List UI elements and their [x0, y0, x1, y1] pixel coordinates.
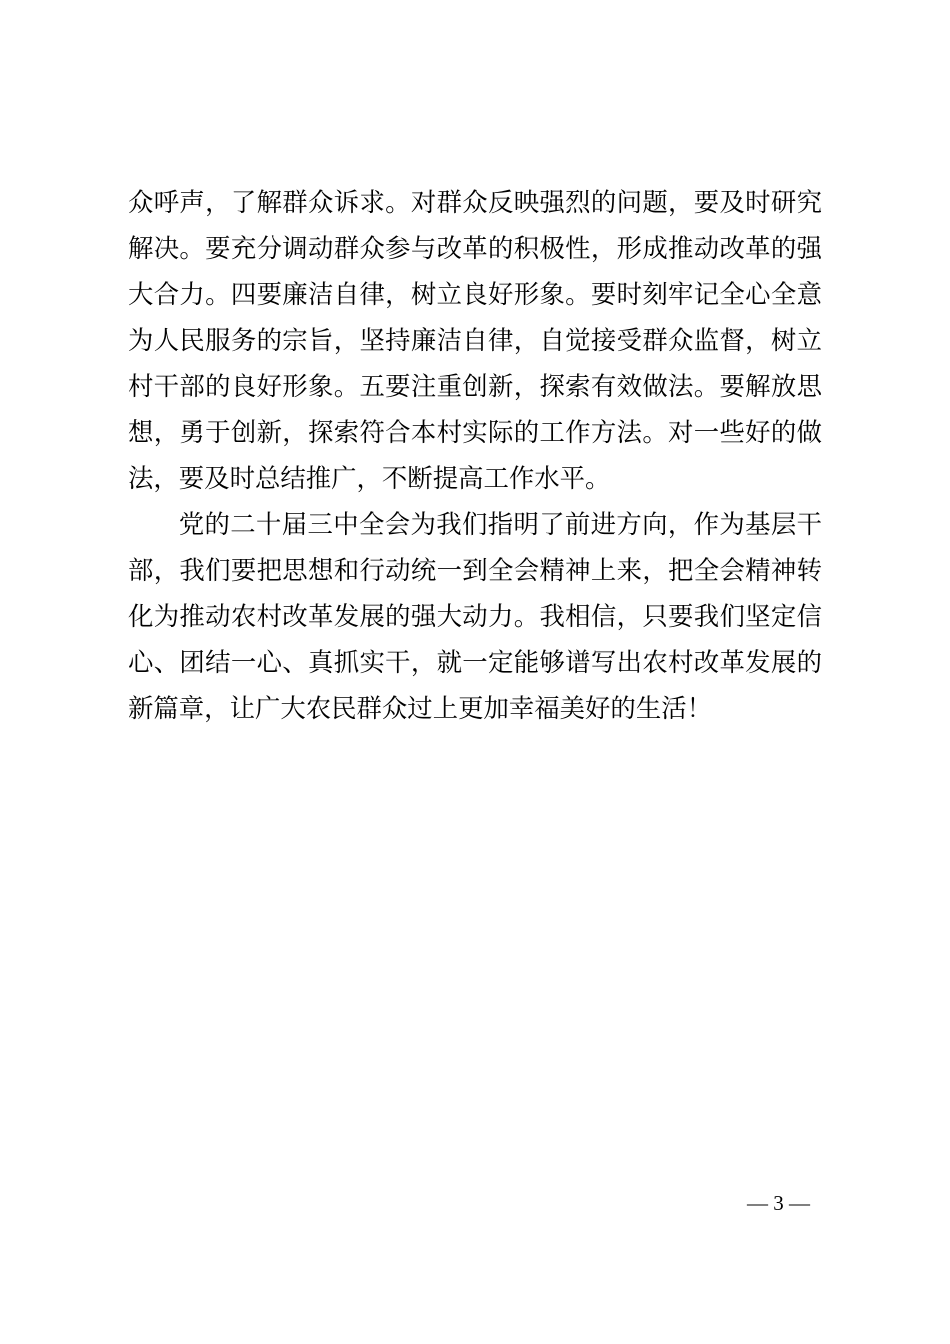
text-line: 党的二十届三中全会为我们指明了前进方向，作为基层干	[178, 511, 822, 539]
paragraph	[128, 180, 822, 502]
text-line: 化为推动农村改革发展的强大动力。我相信，只要我们坚定信	[128, 603, 822, 631]
page-number: — 3 —	[747, 1191, 810, 1215]
text-line: 想，勇于创新，探索符合本村实际的工作方法。对一些好的做	[128, 419, 822, 447]
paragraph	[128, 502, 822, 732]
text-line: 心、团结一心、真抓实干，就一定能够谱写出农村改革发展的	[128, 649, 822, 677]
text-line: 解决。要充分调动群众参与改革的积极性，形成推动改革的强	[128, 235, 822, 263]
text-line: 村干部的良好形象。五要注重创新，探索有效做法。要解放思	[128, 373, 822, 401]
page-footer	[747, 1190, 810, 1216]
document-body-text	[128, 180, 822, 732]
text-line: 为人民服务的宗旨，坚持廉洁自律，自觉接受群众监督，树立	[128, 327, 822, 355]
text-line: 法，要及时总结推广，不断提高工作水平。	[128, 465, 611, 493]
text-line: 众呼声，了解群众诉求。对群众反映强烈的问题，要及时研究	[128, 189, 822, 217]
text-line: 新篇章，让广大农民群众过上更加幸福美好的生活！	[128, 695, 712, 723]
text-line: 部，我们要把思想和行动统一到全会精神上来，把全会精神转	[128, 557, 822, 585]
text-line: 大合力。四要廉洁自律，树立良好形象。要时刻牢记全心全意	[128, 281, 822, 309]
